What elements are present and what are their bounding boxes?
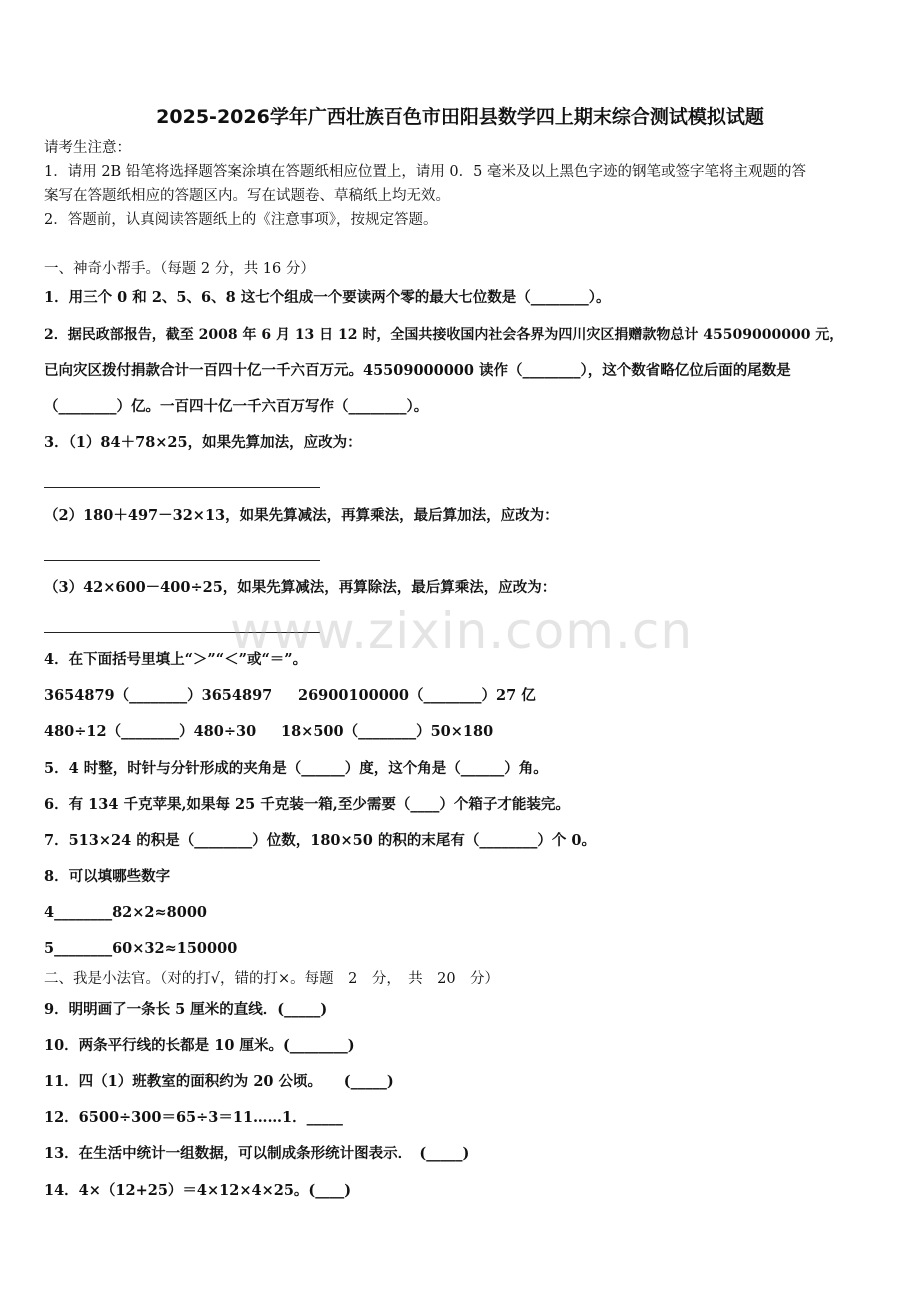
question-6: 6．有 134 千克苹果,如果每 25 千克装一箱,至少需要（____）个箱子才能装完。 [44, 796, 570, 813]
question-4: 4．在下面括号里填上“＞”“＜”或“＝”。 [44, 651, 308, 668]
watermark: www.zixin.com.cn [230, 602, 694, 660]
question-7: 7．513×24 的积是（________）位数，180×50 的积的末尾有（________）个 0。 [44, 832, 597, 849]
section2-heading: 二、我是小法官。（对的打√，错的打×。每题 2 分， 共 20 分） [44, 971, 500, 987]
notice-line-1b: 案写在答题纸相应的答题区内。写在试题卷、草稿纸上均无效。 [44, 188, 450, 204]
question-3-1: 3．（1）84＋78×25，如果先算加法，应改为： [44, 434, 362, 451]
question-3-3: （3）42×600－400÷25，如果先算减法，再算除法，最后算乘法，应改为： [44, 579, 557, 596]
question-12: 12．6500÷300＝65÷3＝11……1．_____ [44, 1109, 343, 1126]
question-2c: （________）亿。一百四十亿一千六百万写作（________）。 [44, 398, 429, 415]
question-13: 13．在生活中统计一组数据，可以制成条形统计图表示． (_____) [44, 1145, 470, 1162]
question-14: 14．4×（12+25）＝4×12×4×25。(____) [44, 1182, 352, 1199]
question-4-b1: 480÷12（________）480÷30 [44, 723, 257, 740]
question-4-b2: 18×500（________）50×180 [281, 723, 494, 740]
notice-heading: 请考生注意： [44, 140, 131, 156]
question-4-a2: 26900100000（________）27 亿 [298, 687, 536, 704]
notice-line-2: 2．答题前，认真阅读答题纸上的《注意事项》，按规定答题。 [44, 212, 438, 228]
question-1: 1．用三个 0 和 2、5、6、8 这七个组成一个要读两个零的最大七位数是（________）。 [44, 289, 611, 306]
question-2b: 已向灾区拨付捐款合计一百四十亿一千六百万元。45509000000 读作（________），这个数省略亿位后面的尾数是 [44, 362, 791, 379]
answer-line-3-2 [44, 560, 320, 561]
notice-line-1a: 1．请用 2B 铅笔将选择题答案涂填在答题纸相应位置上，请用 0．5 毫米及以上黑色字迹的钢笔或签字笔将主观题的答 [44, 164, 806, 180]
question-2a: 2．据民政部报告，截至 2008 年 6 月 13 日 12 时，全国共接收国内社会各界为四川灾区捐赠款物总计 45509000000 元， [44, 327, 844, 343]
question-11: 11．四（1）班教室的面积约为 20 公顷。 (_____) [44, 1073, 394, 1090]
answer-line-3-1 [44, 487, 320, 488]
question-9: 9．明明画了一条长 5 厘米的直线．(_____) [44, 1001, 328, 1018]
question-4-a1: 3654879（________）3654897 [44, 687, 273, 704]
question-3-2: （2）180＋497－32×13，如果先算减法，再算乘法，最后算加法，应改为： [44, 507, 559, 524]
question-8-b: 5________60×32≈150000 [44, 940, 238, 957]
question-8-a: 4________82×2≈8000 [44, 904, 208, 921]
question-10: 10．两条平行线的长都是 10 厘米。(________) [44, 1037, 355, 1054]
page-title: 2025-2026学年广西壮族百色市田阳县数学四上期末综合测试模拟试题 [156, 106, 764, 128]
section1-heading: 一、神奇小帮手。（每题 2 分，共 16 分） [44, 261, 315, 277]
question-8: 8．可以填哪些数字 [44, 868, 171, 885]
question-5: 5．4 时整，时针与分针形成的夹角是（______）度，这个角是（______）角。 [44, 760, 548, 777]
